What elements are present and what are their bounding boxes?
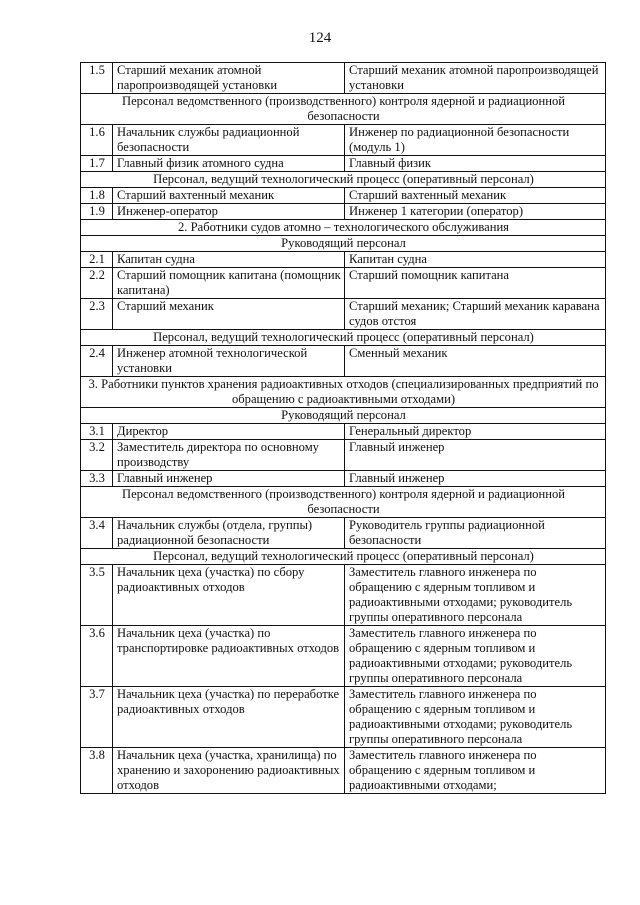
table-row — [81, 156, 606, 172]
table-row — [81, 299, 606, 330]
table-row — [81, 252, 606, 268]
row-number: 3.7 — [81, 687, 113, 748]
table-row — [81, 471, 606, 487]
table-row — [81, 63, 606, 94]
position-equivalent: Главный физик — [345, 156, 606, 172]
table-row — [81, 204, 606, 220]
section-header: Персонал, ведущий технологический процесс (оперативный персонал) — [81, 330, 606, 346]
position-current: Старший вахтенный механик — [113, 188, 345, 204]
position-equivalent: Заместитель главного инженера по обращению с ядерным топливом и радиоактивными отходами; руководитель группы оперативного персонала — [345, 687, 606, 748]
position-current: Начальник службы радиационной безопасности — [113, 125, 345, 156]
row-number: 3.1 — [81, 424, 113, 440]
section-header-row — [81, 377, 606, 408]
position-current: Капитан судна — [113, 252, 345, 268]
table-row — [81, 565, 606, 626]
section-header-row — [81, 236, 606, 252]
row-number: 3.8 — [81, 748, 113, 794]
position-current: Заместитель директора по основному производству — [113, 440, 345, 471]
row-number: 1.5 — [81, 63, 113, 94]
table-row — [81, 748, 606, 794]
row-number: 1.9 — [81, 204, 113, 220]
table-row — [81, 440, 606, 471]
section-header-row — [81, 220, 606, 236]
section-header-row — [81, 549, 606, 565]
position-equivalent: Инженер 1 категории (оператор) — [345, 204, 606, 220]
row-number: 3.2 — [81, 440, 113, 471]
position-current: Инженер-оператор — [113, 204, 345, 220]
position-current: Старший помощник капитана (помощник капитана) — [113, 268, 345, 299]
row-number: 1.8 — [81, 188, 113, 204]
position-current: Начальник цеха (участка) по сбору радиоактивных отходов — [113, 565, 345, 626]
table-row — [81, 125, 606, 156]
section-header-row — [81, 94, 606, 125]
row-number: 2.2 — [81, 268, 113, 299]
position-current: Начальник цеха (участка, хранилища) по хранению и захоронению радиоактивных отходов — [113, 748, 345, 794]
position-current: Начальник цеха (участка) по транспортировке радиоактивных отходов — [113, 626, 345, 687]
position-current: Старший механик атомной паропроизводящей установки — [113, 63, 345, 94]
position-equivalent: Сменный механик — [345, 346, 606, 377]
position-equivalent: Главный инженер — [345, 471, 606, 487]
section-header: Руководящий персонал — [81, 236, 606, 252]
position-equivalent: Старший механик атомной паропроизводящей установки — [345, 63, 606, 94]
row-number: 3.5 — [81, 565, 113, 626]
row-number: 3.4 — [81, 518, 113, 549]
position-equivalent: Старший помощник капитана — [345, 268, 606, 299]
section-header-row — [81, 487, 606, 518]
section-header: 2. Работники судов атомно – технологического обслуживания — [81, 220, 606, 236]
row-number: 2.3 — [81, 299, 113, 330]
section-header-row — [81, 172, 606, 188]
position-current: Главный физик атомного судна — [113, 156, 345, 172]
section-header-row — [81, 330, 606, 346]
row-number: 2.1 — [81, 252, 113, 268]
row-number: 3.3 — [81, 471, 113, 487]
table-row — [81, 346, 606, 377]
position-current: Начальник службы (отдела, группы) радиационной безопасности — [113, 518, 345, 549]
row-number: 1.7 — [81, 156, 113, 172]
position-equivalent: Заместитель главного инженера по обращению с ядерным топливом и радиоактивными отходами; руководитель группы оперативного персонала — [345, 565, 606, 626]
row-number: 3.6 — [81, 626, 113, 687]
position-current: Начальник цеха (участка) по переработке радиоактивных отходов — [113, 687, 345, 748]
table-row — [81, 687, 606, 748]
table-row — [81, 268, 606, 299]
row-number: 1.6 — [81, 125, 113, 156]
position-current: Главный инженер — [113, 471, 345, 487]
position-current: Директор — [113, 424, 345, 440]
section-header: Персонал, ведущий технологический процесс (оперативный персонал) — [81, 172, 606, 188]
position-equivalent: Старший вахтенный механик — [345, 188, 606, 204]
table-row — [81, 424, 606, 440]
position-equivalent: Генеральный директор — [345, 424, 606, 440]
positions-table — [80, 62, 606, 794]
section-header: Руководящий персонал — [81, 408, 606, 424]
position-equivalent: Заместитель главного инженера по обращению с ядерным топливом и радиоактивными отходами; руководитель группы оперативного персонала — [345, 626, 606, 687]
section-header: Персонал ведомственного (производственного) контроля ядерной и радиационной безопасности — [81, 94, 606, 125]
section-header-row — [81, 408, 606, 424]
position-equivalent: Капитан судна — [345, 252, 606, 268]
position-equivalent: Старший механик; Старший механик каравана судов отстоя — [345, 299, 606, 330]
section-header: Персонал ведомственного (производственного) контроля ядерной и радиационной безопасности — [81, 487, 606, 518]
page-number: 124 — [308, 30, 332, 46]
section-header: 3. Работники пунктов хранения радиоактивных отходов (специализированных предприятий по обращению с радиоактивными отходами) — [81, 377, 606, 408]
table-row — [81, 626, 606, 687]
row-number: 2.4 — [81, 346, 113, 377]
position-equivalent: Руководитель группы радиационной безопасности — [345, 518, 606, 549]
position-equivalent: Главный инженер — [345, 440, 606, 471]
section-header: Персонал, ведущий технологический процесс (оперативный персонал) — [81, 549, 606, 565]
position-current: Инженер атомной технологической установки — [113, 346, 345, 377]
position-equivalent: Инженер по радиационной безопасности (модуль 1) — [345, 125, 606, 156]
table-row — [81, 518, 606, 549]
table-row — [81, 188, 606, 204]
position-current: Старший механик — [113, 299, 345, 330]
position-equivalent: Заместитель главного инженера по обращению с ядерным топливом и радиоактивными отходами; — [345, 748, 606, 794]
